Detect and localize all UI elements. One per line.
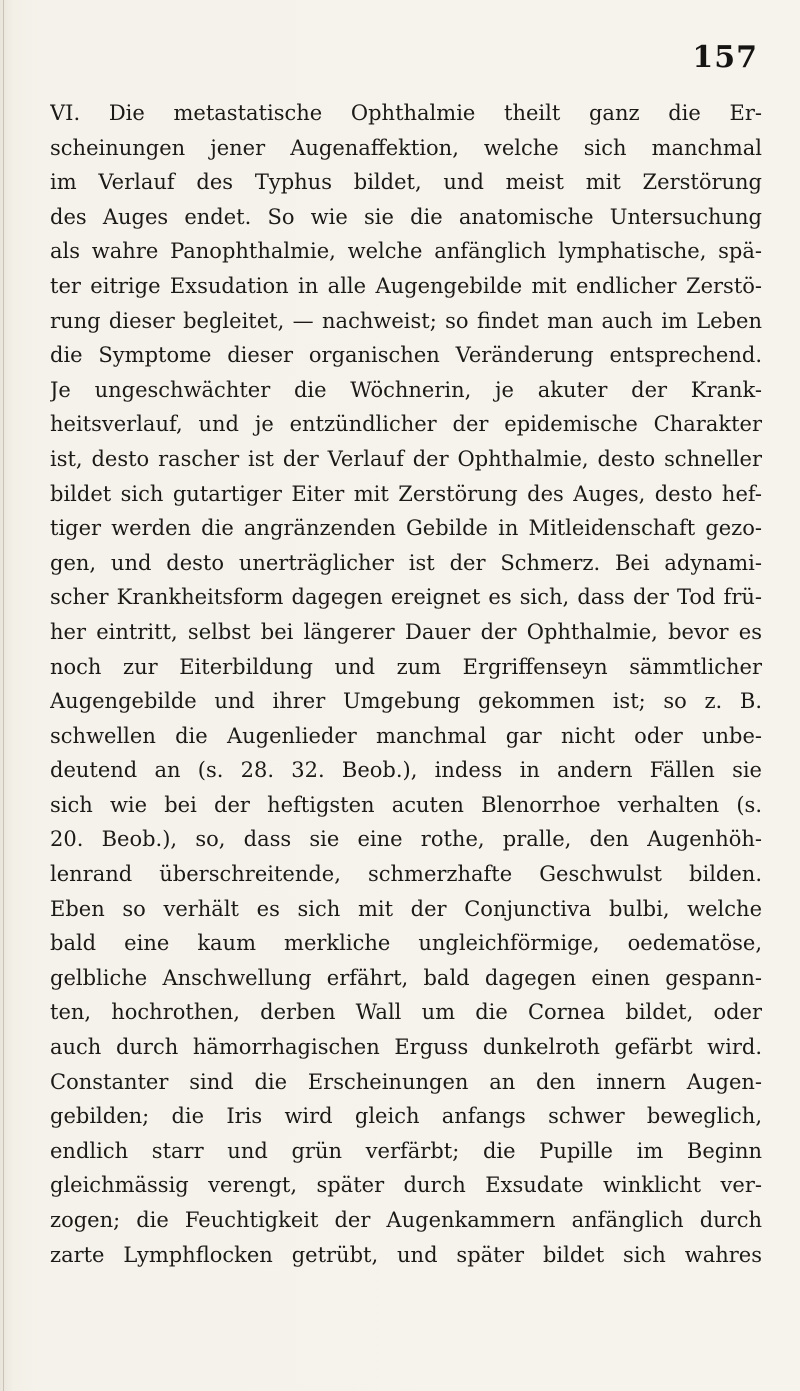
text-line: deutend an (s. 28. 32. Beob.), indess in andern Fällen sie — [50, 758, 762, 783]
text-line: rung dieser begleitet, — nachweist; so findet man auch im Leben — [50, 308, 762, 333]
text-line: tiger werden die angränzenden Gebilde in Mitleidenschaft gezo- — [50, 516, 762, 541]
text-line: zarte Lymphflocken getrübt, und später bildet sich wahres — [50, 1242, 762, 1267]
text-line: schwellen die Augenlieder manchmal gar nicht oder unbe- — [50, 723, 762, 748]
text-line: gelbliche Anschwellung erfährt, bald dagegen einen gespann- — [50, 965, 762, 990]
text-line: ter eitrige Exsudation in alle Augengebilde mit endlicher Zerstö- — [50, 273, 762, 298]
text-line: her eintritt, selbst bei längerer Dauer der Ophthalmie, bevor es — [50, 619, 762, 644]
text-line: lenrand überschreitende, schmerzhafte Geschwulst bilden. — [50, 862, 762, 887]
text-line: Augengebilde und ihrer Umgebung gekommen ist; so z. B. — [50, 689, 762, 714]
text-line: VI. Die metastatische Ophthalmie theilt ganz die Er- — [50, 101, 762, 125]
text-line: bald eine kaum merkliche ungleichförmige, oedematöse, — [50, 931, 762, 956]
body-text — [50, 96, 762, 1272]
text-line: heitsverlauf, und je entzündlicher der epidemische Charakter — [50, 412, 762, 437]
text-line: Eben so verhält es sich mit der Conjunctiva bulbi, welche — [50, 896, 762, 921]
text-line: ten, hochrothen, derben Wall um die Cornea bildet, oder — [50, 1000, 762, 1025]
text-line: die Symptome dieser organischen Veränderung entsprechend. — [50, 343, 762, 368]
text-line: 20. Beob.), so, dass sie eine rothe, pralle, den Augenhöh- — [50, 827, 762, 852]
text-line: auch durch hämorrhagischen Erguss dunkelroth gefärbt wird. — [50, 1035, 762, 1060]
text-line: gen, und desto unerträglicher ist der Schmerz. Bei adynami- — [50, 550, 762, 575]
page-number: 157 — [692, 40, 758, 75]
text-line: zogen; die Feuchtigkeit der Augenkammern anfänglich durch — [50, 1208, 762, 1232]
text-line: Je ungeschwächter die Wöchnerin, je akuter der Krank- — [50, 377, 762, 402]
text-line: scher Krankheitsform dagegen ereignet es sich, dass der Tod frü- — [50, 585, 762, 610]
text-line: gleichmässig verengt, später durch Exsudate winklicht ver- — [50, 1173, 762, 1198]
text-line: gebilden; die Iris wird gleich anfangs schwer beweglich, — [50, 1104, 762, 1129]
text-line: des Auges endet. So wie sie die anatomische Untersuchung — [50, 204, 762, 229]
page-gutter — [3, 0, 4, 1391]
text-line: bildet sich gutartiger Eiter mit Zerstörung des Auges, desto hef- — [50, 481, 762, 506]
text-line: Constanter sind die Erscheinungen an den innern Augen- — [50, 1069, 762, 1094]
text-line: endlich starr und grün verfärbt; die Pupille im Beginn — [50, 1138, 762, 1163]
text-line: sich wie bei der heftigsten acuten Blenorrhoe verhalten (s. — [50, 792, 762, 817]
text-line: im Verlauf des Typhus bildet, und meist mit Zerstörung — [50, 170, 762, 195]
text-line: als wahre Panophthalmie, welche anfänglich lymphatische, spä- — [50, 239, 762, 264]
text-line: noch zur Eiterbildung und zum Ergriffenseyn sämmtlicher — [50, 654, 762, 679]
text-line: ist, desto rascher ist der Verlauf der Ophthalmie, desto schneller — [50, 446, 762, 471]
text-line: scheinungen jener Augenaffektion, welche sich manchmal — [50, 135, 762, 160]
